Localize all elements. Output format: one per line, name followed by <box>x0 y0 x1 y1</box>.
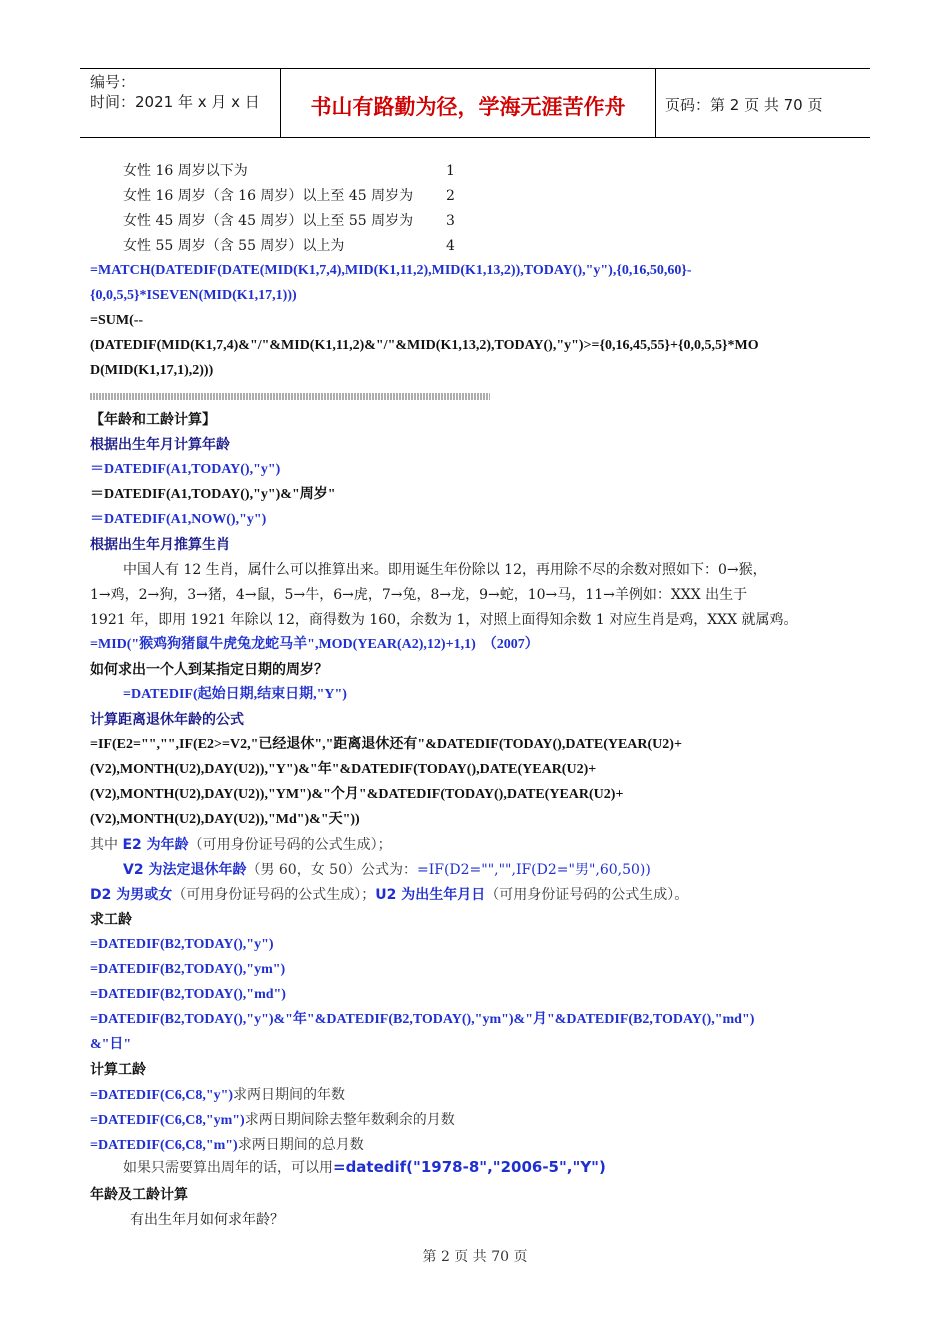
formula: ＝DATEDIF(A1,TODAY(),"y") <box>90 462 281 477</box>
note-bold: D2 为男或女 <box>90 887 173 903</box>
formula-sum: =SUM(-- <box>90 313 144 328</box>
formula: ＝DATEDIF(A1,NOW(),"y") <box>90 512 267 527</box>
paragraph-line: 中国人有 12 生肖，属什么可以推算出来。即用诞生年份除以 12，再用除不尽的余数对照如下：0→猴， <box>123 562 767 578</box>
formula: (V2),MONTH(U2),DAY(U2)),"YM")&"个月"&DATEDIF(TODAY(),DATE(YEAR(U2)+ <box>90 787 624 802</box>
formula-line <box>90 1135 364 1156</box>
note-text: 其中 <box>90 837 123 853</box>
formula: =datedif("1978-8","2006-5","Y") <box>333 1158 606 1176</box>
header-motto-cell <box>280 69 656 137</box>
note-bold: U2 为出生年月日 <box>375 887 486 903</box>
time-label: 时间：2021 年 x 月 x 日 <box>90 93 260 111</box>
note-bold: E2 为年龄 <box>122 837 189 853</box>
formula-match: =MATCH(DATEDIF(DATE(MID(K1,7,4),MID(K1,11,2),MID(K1,13,2)),TODAY(),"y"),{0,16,50,60}- <box>90 263 692 278</box>
table-row <box>123 211 413 231</box>
page-header <box>80 68 870 138</box>
paragraph-line <box>123 1157 606 1178</box>
page-footer: 第 2 页 共 70 页 <box>422 1249 528 1265</box>
formula: (V2),MONTH(U2),DAY(U2)),"Y")&"年"&DATEDIF(TODAY(),DATE(YEAR(U2)+ <box>90 762 597 777</box>
formula: (V2),MONTH(U2),DAY(U2)),"Md")&"天")) <box>90 812 360 827</box>
subheading: 计算工龄 <box>90 1062 146 1078</box>
formula: =DATEDIF(B2,TODAY(),"ym") <box>90 962 286 977</box>
row-label: 女性 55 周岁（含 55 周岁）以上为 <box>123 238 345 254</box>
note-text: （男 60，女 50）公式为： <box>246 862 417 878</box>
formula: &"日" <box>90 1037 132 1052</box>
formula-sum-cont: (DATEDIF(MID(K1,7,4)&"/"&MID(K1,11,2)&"/"&MID(K1,13,2),TODAY(),"y")>={0,16,45,55}+{0,0,5,5}*MO <box>90 338 759 353</box>
section-title: 【年龄和工龄计算】 <box>90 412 216 428</box>
formula: =DATEDIF(B2,TODAY(),"y")&"年"&DATEDIF(B2,TODAY(),"ym")&"月"&DATEDIF(B2,TODAY(),"md") <box>90 1012 755 1027</box>
formula: ＝DATEDIF(A1,TODAY(),"y")&"周岁" <box>90 487 336 502</box>
question: 有出生年月如何求年龄？ <box>130 1212 284 1228</box>
formula-line <box>90 1110 455 1131</box>
table-row <box>123 161 248 181</box>
formula-match-cont: {0,0,5,5}*ISEVEN(MID(K1,17,1))) <box>90 288 297 303</box>
note-formula: =IF(D2="","",IF(D2="男",60,50)) <box>416 862 651 878</box>
note-line <box>123 860 651 880</box>
page-info: 页码：第 2 页 共 70 页 <box>665 96 823 114</box>
subheading: 求工龄 <box>90 912 132 928</box>
row-value: 1 <box>446 163 455 179</box>
row-label: 女性 16 周岁以下为 <box>123 163 248 179</box>
divider-scribble <box>90 393 490 400</box>
subheading: 根据出生年月推算生肖 <box>90 537 230 553</box>
row-label: 女性 45 周岁（含 45 周岁）以上至 55 周岁为 <box>123 213 414 229</box>
formula-note: 求两日期间的总月数 <box>237 1137 364 1153</box>
formula-line <box>90 1085 345 1106</box>
formula: =DATEDIF(C6,C8,"m") <box>90 1138 238 1153</box>
formula: =DATEDIF(C6,C8,"ym") <box>90 1113 245 1128</box>
subheading: 计算距离退休年龄的公式 <box>90 712 244 728</box>
subheading: 根据出生年月计算年龄 <box>90 437 230 453</box>
paragraph-line: 1921 年，即用 1921 年除以 12，商得数为 160，余数为 1，对照上面得知余数 1 对应生肖是鸡，XXX 就属鸡。 <box>90 612 798 628</box>
note-text: （可用身份证号码的公式生成）。 <box>485 887 689 903</box>
note-line <box>90 885 688 905</box>
paragraph-text: 如果只需要算出周年的话，可以用 <box>123 1160 333 1176</box>
formula: =DATEDIF(C6,C8,"y") <box>90 1088 234 1103</box>
header-left-cell <box>80 69 280 137</box>
row-value: 4 <box>446 238 455 254</box>
header-right-cell <box>655 69 870 137</box>
formula-note: 求两日期间的年数 <box>233 1087 346 1103</box>
formula-note: 求两日期间除去整年数剩余的月数 <box>244 1112 455 1128</box>
question: 如何求出一个人到某指定日期的周岁？ <box>90 662 328 678</box>
formula: =DATEDIF(起始日期,结束日期,"Y") <box>123 687 347 702</box>
formula-sum-cont: D(MID(K1,17,1),2))) <box>90 363 214 378</box>
note-text: （可用身份证号码的公式生成）； <box>188 837 392 853</box>
code-label: 编号： <box>90 73 136 91</box>
formula: =DATEDIF(B2,TODAY(),"md") <box>90 987 286 1002</box>
table-row <box>123 186 413 206</box>
formula: =IF(E2="","",IF(E2>=V2,"已经退休","距离退休还有"&DATEDIF(TODAY(),DATE(YEAR(U2)+ <box>90 737 682 752</box>
formula: =DATEDIF(B2,TODAY(),"y") <box>90 937 274 952</box>
row-value: 2 <box>446 188 455 204</box>
row-label: 女性 16 周岁（含 16 周岁）以上至 45 周岁为 <box>123 188 414 204</box>
formula: =MID("猴鸡狗猪鼠牛虎兔龙蛇马羊",MOD(YEAR(A2),12)+1,1) （2007） <box>90 637 539 652</box>
note-line <box>90 835 392 855</box>
table-row <box>123 236 344 256</box>
row-value: 3 <box>446 213 455 229</box>
note-bold: V2 为法定退休年龄 <box>123 862 247 878</box>
note-text: （可用身份证号码的公式生成）； <box>172 887 376 903</box>
subheading: 年龄及工龄计算 <box>90 1187 188 1203</box>
motto-text: 书山有路勤为径，学海无涯苦作舟 <box>310 95 626 119</box>
paragraph-line: 1→鸡，2→狗，3→猪，4→鼠，5→牛，6→虎，7→兔，8→龙，9→蛇，10→马，11→羊例如：XXX 出生于 <box>90 587 748 603</box>
